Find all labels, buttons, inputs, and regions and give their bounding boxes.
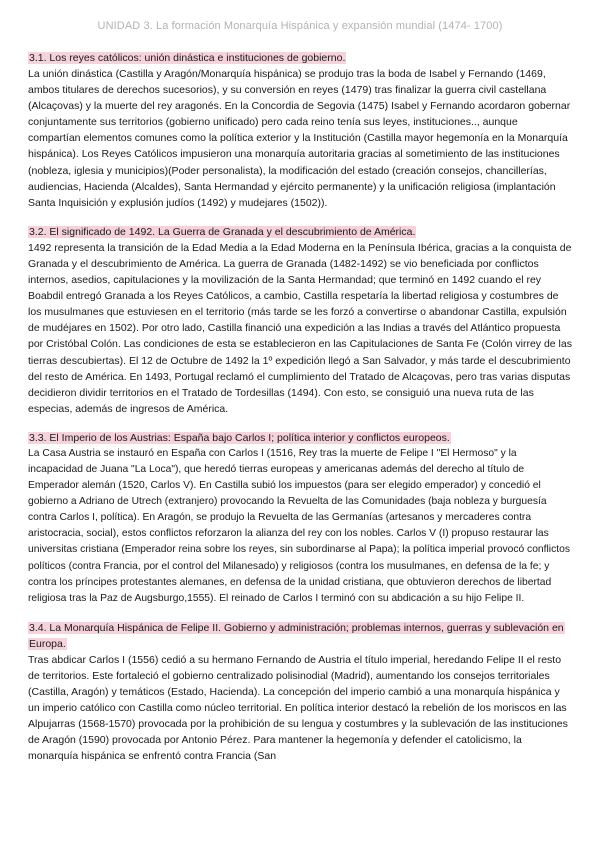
section-heading: 3.2. El significado de 1492. La Guerra de Granada y el descubrimiento de América. (29, 225, 416, 238)
document-content (28, 50, 572, 777)
section-3-4 (28, 620, 572, 765)
section-3-2 (28, 224, 572, 417)
section-3-3 (28, 430, 572, 607)
section-body: Tras abdicar Carlos I (1556) cedió a su hermano Fernando de Austria el título imperial, heredando Felipe II el resto de territorios. Este fortaleció el gobierno centralizado polisinodial (Madrid), aumentando los consejos territoriales (Castilla, Aragón) y temáticos (Estado, Hacienda). La concepción del imperio cambió a una monarquía hispánica y un imperio católico con Castilla como núcleo territorial. En política interior destacó la rebelión de los moriscos en las Alpujarras (1568-1570) provocada por la prohibición de su lengua y costumbres y la sublevación de las instituciones de Aragón (1590) provocada por Antonio Pérez. Para mantener la hegemonía y defender el catolicismo, la monarquía hispánica se enfrentó contra Francia (San (28, 653, 568, 763)
document-title: UNIDAD 3. La formación Monarquía Hispánica y expansión mundial (1474- 1700) (97, 20, 503, 32)
section-body: La Casa Austria se instauró en España con Carlos I (1516, Rey tras la muerte de Felipe I "El Hermoso" y la incapacidad de Juana "La Loca"), que heredó tierras europeas y americanas además del derecho al título de Emperador alemán (1520, Carlos V). En Castilla subió los impuestos (para ser elegido emperador) y concedió el gobierno a Adriano de Utrech (extranjero) provocando la Revuelta de las Comunidades (baja nobleza y burguesía contra Carlos I, política). En Aragón, se produjo la Revuelta de las Germanías (artesanos y mercaderes contra aristocracia, social), estos conflictos reforzaron la alianza del rey con los nobles. Carlos V (I) propuso restaurar las universitas cristiana (Emperador reina sobre los reyes, sin subordinarse al Papa); la política imperial provocó conflictos políticos (contra Francia, por el control del Milanesado) y religiosos (contra los musulmanes, en defensa de la fe; y contra los príncipes protestantes alemanes, en defensa de la unidad cristiana, que obtuvieron derechos de libertad religiosa tras la Paz de Augsburgo,1555). El reinado de Carlos I terminó con su abdicación a su hijo Felipe II. (28, 447, 570, 604)
section-heading: 3.3. El Imperio de los Austrias: España bajo Carlos I; política interior y conflictos europeos. (29, 431, 450, 444)
section-heading: 3.1. Los reyes católicos: unión dinástica e instituciones de gobierno. (29, 52, 346, 64)
section-heading: 3.4. La Monarquía Hispánica de Felipe II. Gobierno y administración; problemas internos, guerras y sublevación en Europa. (29, 621, 564, 650)
section-3-1 (28, 50, 572, 211)
section-body: 1492 representa la transición de la Edad Media a la Edad Moderna en la Península Ibérica, gracias a la conquista de Granada y el descubrimiento de América. La guerra de Granada (1482-1492) se vio beneficiada por conflictos internos, asedios, capitulaciones y la movilización de la Santa Hermandad; que terminó en 1492 cuando el rey Boabdil entregó Granada a los Reyes Católicos, a cambio, Castilla respetaría la libertad religiosa y costumbres de los musulmanes que estuviesen en el territorio (más tarde se les forzó a convertirse o abandonar Castilla, expulsión de mudéjares en 1502). Por otro lado, Castilla financió una expedición a las Indias a través del Atlántico propuesta por Cristóbal Colón. Las condiciones de esta se establecieron en las Capitulaciones de Santa Fe (Colón virrey de las tierras descubiertas). El 12 de Octubre de 1492 la 1º expedición llegó a San Salvador, y más tarde el descubrimiento del resto de América. En 1493, Portugal reclamó el cumplimiento del Tratado de Alcaçovas, pero tras varias disputas decidieron dividir territorios en el Tratado de Tordesillas (1494). Con esto, se consiguió una nueva ruta de las especias, además de ingresos de América. (28, 241, 572, 415)
section-body: La unión dinástica (Castilla y Aragón/Monarquía hispánica) se produjo tras la boda de Isabel y Fernando (1469, ambos titulares de derechos sucesorios), y su conversión en reyes (1479) tras finalizar la guerra civil castellana (Alcaçovas) y la muerte del rey aragonés. En la Concordia de Segovia (1475) Isabel y Fernando acordaron gobernar conjuntamente sus territorios (gobierno unificado) pero cada reino tenía sus leyes, instituciones.., aunque compartían elementos comunes como la política exterior y la Institución (Castilla mayor hegemonía en la Monarquía hispánica). Los Reyes Católicos impusieron una monarquía autoritaria gracias al sometimiento de las instituciones (nobleza, iglesia y municipios)(Poder personalista), la modificación del estado (creación consejos, chancillerías, audiencias, Hacienda (Alcaldes), Santa Hermandad y ejército permanente) y la unificación religiosa (implantación Santa Inquisición y explusión judíos (1492) y mudejares (1502)). (28, 68, 571, 209)
